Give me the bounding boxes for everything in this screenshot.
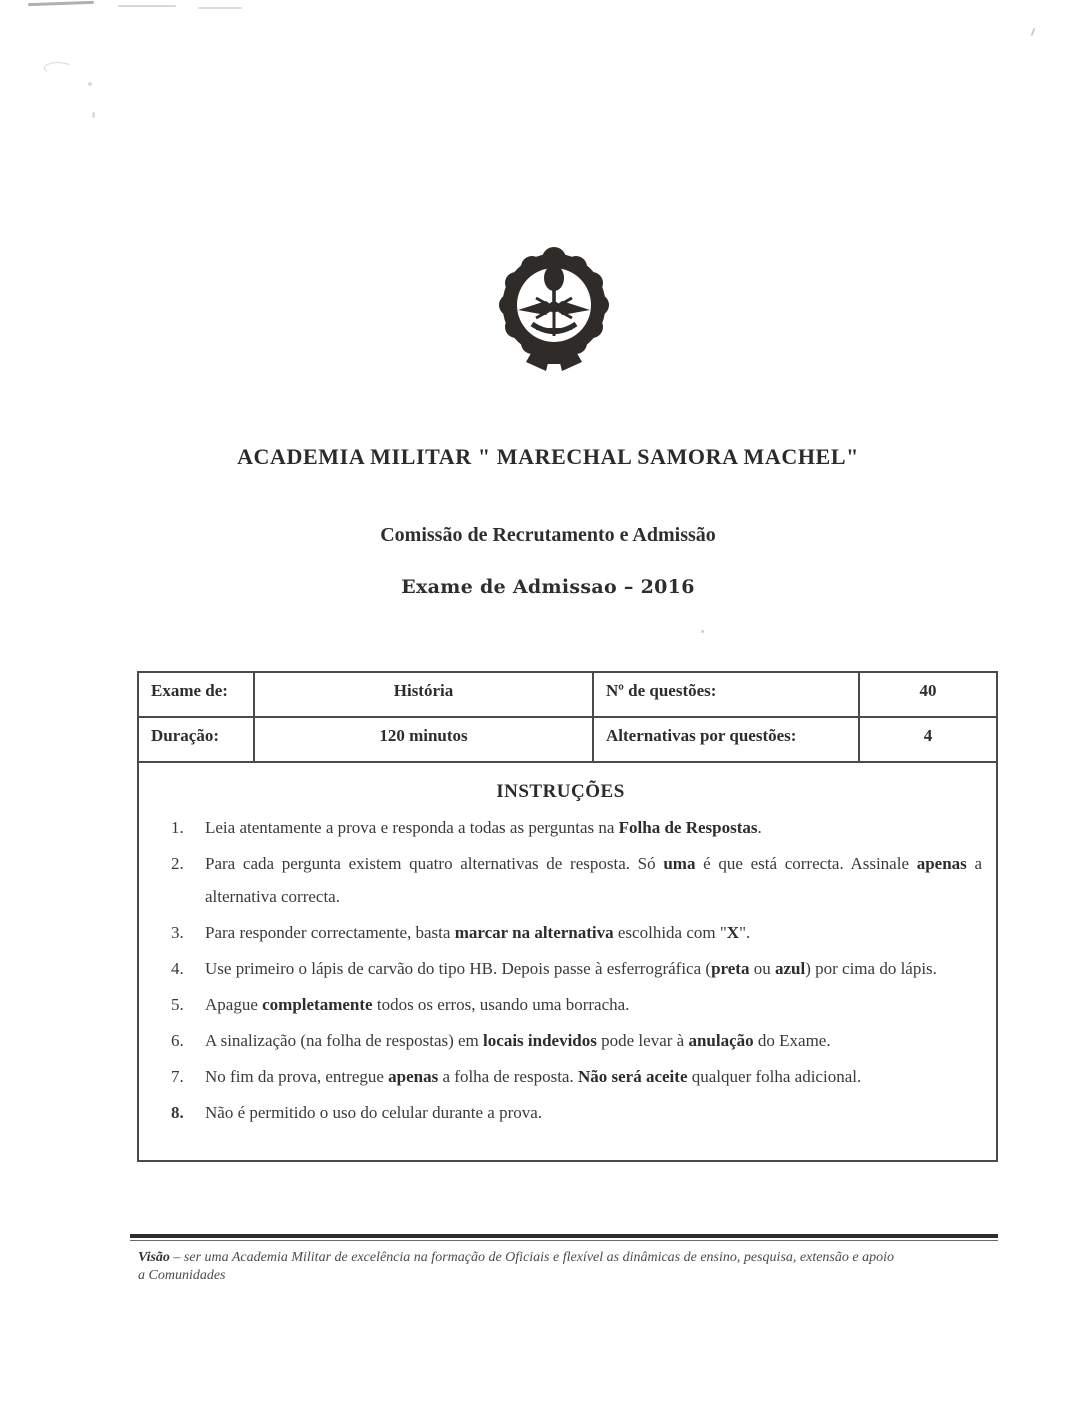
instruction-text: Apague completamente todos os erros, usando uma borracha.: [205, 995, 630, 1014]
scan-artifact: [1031, 28, 1036, 36]
scan-artifact: [28, 1, 94, 6]
instruction-number: 6.: [171, 1031, 184, 1050]
table-cell-duration-value: 120 minutos: [255, 718, 594, 763]
instructions-list: [139, 811, 982, 1129]
exam-info-table: [139, 673, 996, 763]
instruction-item: [139, 847, 982, 913]
scan-artifact: [92, 112, 95, 118]
instruction-item: [139, 1060, 982, 1093]
instruction-number: 4.: [171, 959, 184, 978]
instruction-number: 5.: [171, 995, 184, 1014]
instruction-number: 7.: [171, 1067, 184, 1086]
table-cell-questions-label: Nº de questões:: [594, 673, 860, 718]
footer-divider-thick: [130, 1234, 998, 1238]
table-cell-duration-label: Duração:: [139, 718, 255, 763]
instruction-text: A sinalização (na folha de respostas) em locais indevidos pode levar à anulação do Exame.: [205, 1031, 831, 1050]
instruction-text: Leia atentamente a prova e responda a todas as perguntas na Folha de Respostas.: [205, 818, 762, 837]
instruction-text: Não é permitido o uso do celular durante a prova.: [205, 1103, 543, 1122]
instructions-heading: INSTRUÇÕES: [496, 781, 625, 802]
instruction-text: Para responder correctamente, basta marcar na alternativa escolhida com "X".: [205, 923, 751, 942]
table-cell-exam-label: Exame de:: [139, 673, 255, 718]
instruction-item: [139, 952, 982, 985]
instruction-text: Para cada pergunta existem quatro alternativas de resposta. Só uma é que está correcta. Assinale apenas a alternativa correcta.: [205, 854, 983, 906]
exam-title: Exame de Admissao – 2016: [401, 576, 695, 598]
instruction-number: 1.: [171, 818, 184, 837]
instruction-number: 2.: [171, 854, 184, 873]
organization-title: ACADEMIA MILITAR " MARECHAL SAMORA MACHEL": [237, 444, 859, 469]
crest-emblem-icon: [496, 244, 612, 372]
instruction-item: [139, 988, 982, 1021]
scan-artifact: [701, 630, 704, 633]
footer-divider-thin: [130, 1240, 998, 1241]
instruction-text: No fim da prova, entregue apenas a folha de resposta. Não será aceite qualquer folha adicional.: [205, 1067, 862, 1086]
instruction-number: 8.: [171, 1103, 184, 1122]
academy-crest-logo: [496, 244, 612, 372]
vision-statement: [138, 1249, 900, 1285]
scan-artifact: [118, 5, 176, 7]
table-cell-exam-value: História: [255, 673, 594, 718]
committee-subtitle: Comissão de Recrutamento e Admissão: [380, 524, 716, 546]
table-cell-questions-value: 40: [860, 673, 996, 718]
instruction-item: [139, 916, 982, 949]
vision-text: – ser uma Academia Militar de excelência na formação de Oficiais e flexível as dinâmicas de ensino, pesquisa, extensão e apoio a Comunidades: [138, 1250, 894, 1283]
instructions-section: [139, 763, 996, 1129]
instruction-text: Use primeiro o lápis de carvão do tipo HB. Depois passe à esferrográfica (preta ou azul) por cima do lápis.: [205, 959, 937, 978]
scan-artifact: [44, 62, 72, 74]
table-cell-alternatives-label: Alternativas por questões:: [594, 718, 860, 763]
instruction-item: [139, 811, 982, 844]
scan-artifact: [88, 82, 92, 86]
instruction-item: [139, 1096, 982, 1129]
instruction-item: [139, 1024, 982, 1057]
vision-label: Visão: [138, 1250, 170, 1265]
instruction-number: 3.: [171, 923, 184, 942]
scan-artifact: [198, 7, 242, 9]
exam-info-box: [137, 671, 998, 1162]
table-cell-alternatives-value: 4: [860, 718, 996, 763]
